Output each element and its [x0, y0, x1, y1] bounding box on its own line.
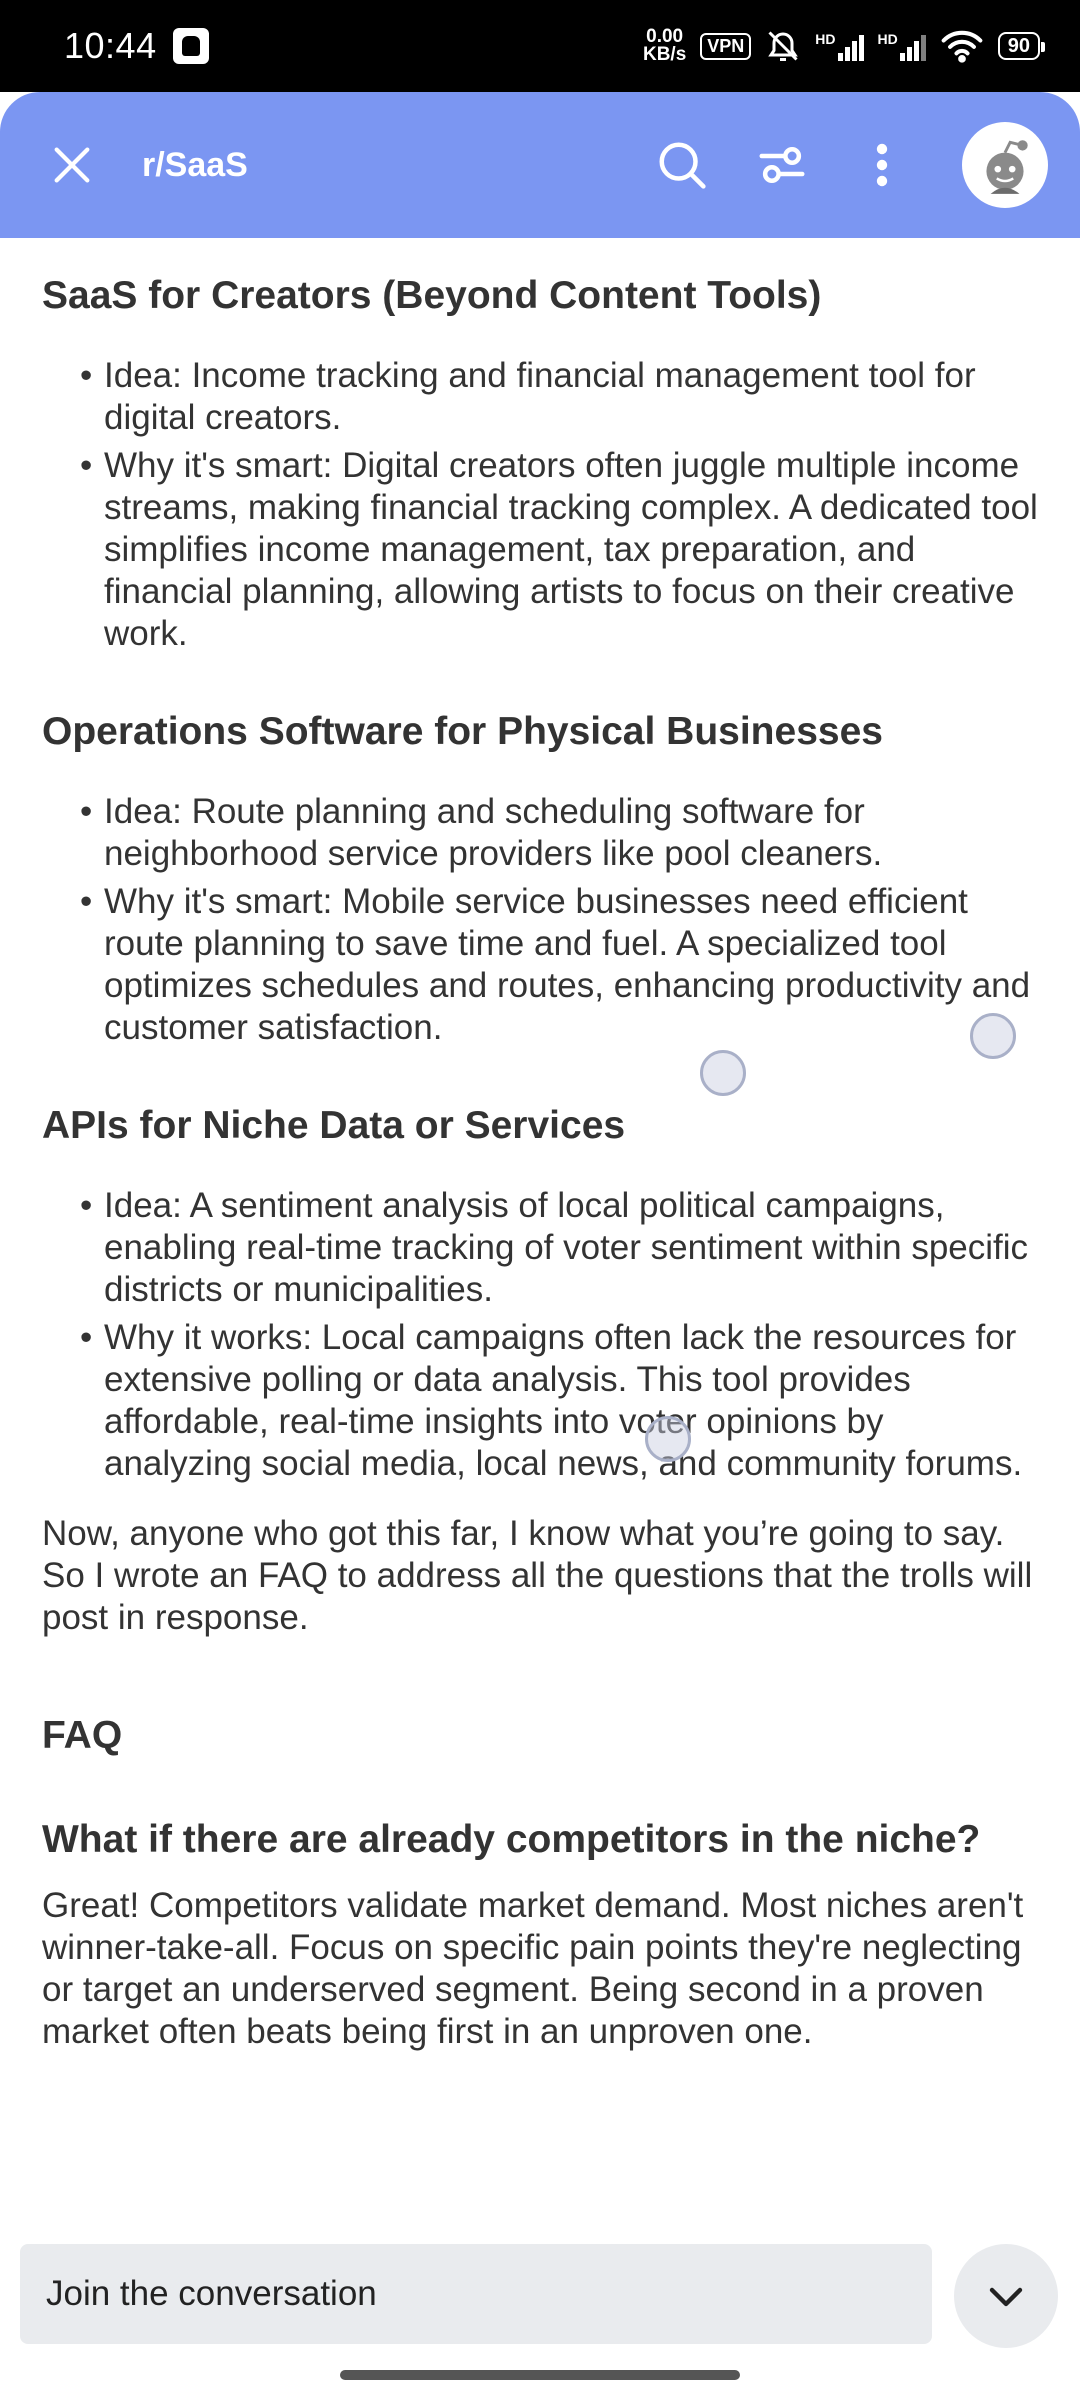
comment-bar [0, 2226, 1080, 2400]
list-item: • Why it works: Local campaigns often lack the resources for extensive polling or data analysis. This tool provides affordable, real-time insights into voter opinions by analyzing social media, local news, and community forums. [80, 1317, 1040, 1485]
status-time: 10:44 [64, 25, 157, 66]
user-avatar[interactable] [962, 122, 1048, 208]
bullet-list [80, 1185, 1040, 1485]
touch-indicator [645, 1416, 691, 1462]
signal-icon-2 [878, 31, 926, 61]
snoo-avatar-icon [972, 132, 1038, 198]
section-heading: APIs for Niche Data or Services [42, 1104, 626, 1147]
home-indicator[interactable] [340, 2370, 740, 2380]
join-conversation-placeholder: Join the conversation [46, 2274, 377, 2313]
signal-hd-label-1: HD [815, 31, 836, 47]
join-conversation-input[interactable] [20, 2244, 932, 2344]
list-item: • Idea: A sentiment analysis of local political campaigns, enabling real-time tracking of voter sentiment within specific districts or municipalities. [80, 1185, 1040, 1311]
bullet-list [80, 791, 1040, 1049]
network-speed [643, 28, 686, 64]
search-button[interactable] [654, 137, 710, 193]
status-bar [0, 0, 1080, 92]
section-heading: Operations Software for Physical Businesses [42, 710, 883, 753]
list-item: • Why it's smart: Mobile service businesses need efficient route planning to save time and fuel. A specialized tool optimizes schedules and routes, enhancing productivity and customer satisfaction. [80, 881, 1040, 1049]
signal-hd-label-2: HD [877, 31, 898, 47]
battery-indicator: 90 [998, 32, 1040, 60]
list-item: • Idea: Income tracking and financial management tool for digital creators. [80, 355, 1040, 439]
faq-question: What if there are already competitors in the niche? [42, 1818, 981, 1861]
collapse-button[interactable] [954, 2244, 1058, 2348]
app-header [0, 92, 1080, 238]
filter-button[interactable] [754, 137, 810, 193]
chevron-down-icon [982, 2272, 1030, 2320]
bell-muted-icon [765, 28, 801, 64]
section-heading: SaaS for Creators (Beyond Content Tools) [42, 274, 822, 317]
subreddit-title[interactable]: r/SaaS [142, 145, 248, 184]
closing-paragraph: Now, anyone who got this far, I know what you’re going to say. So I wrote an FAQ to address all the questions that the trolls will post in response. [42, 1514, 1033, 1637]
more-options-button[interactable] [854, 137, 910, 193]
wifi-icon [940, 29, 984, 63]
post-body [42, 238, 1040, 2053]
network-speed-value: 0.00 [646, 26, 684, 47]
close-icon [49, 142, 95, 188]
vpn-badge: VPN [700, 33, 751, 60]
network-speed-unit: KB/s [642, 44, 687, 65]
touch-indicator [700, 1050, 746, 1096]
filter-sliders-icon [755, 138, 809, 192]
list-item: • Why it's smart: Digital creators often juggle multiple income streams, making financial tracking complex. A dedicated tool simplifies income management, tax preparation, and financial planning, allowing artists to focus on their creative work. [80, 445, 1040, 655]
search-icon [655, 138, 709, 192]
faq-answer: Great! Competitors validate market demand. Most niches aren't winner-take-all. Focus on specific pain points they're neglecting or target an underserved segment. Being second in a proven market often beats being first in an unproven one. [42, 1886, 1024, 2051]
list-item: • Idea: Route planning and scheduling software for neighborhood service providers like pool cleaners. [80, 791, 1040, 875]
bullet-list [80, 355, 1040, 655]
status-icons [643, 28, 1040, 64]
faq-heading: FAQ [42, 1714, 123, 1757]
close-button[interactable] [44, 137, 100, 193]
notification-app-icon [173, 28, 209, 64]
touch-indicator [970, 1013, 1016, 1059]
more-vertical-icon [872, 141, 892, 189]
signal-icon-1 [815, 31, 863, 61]
